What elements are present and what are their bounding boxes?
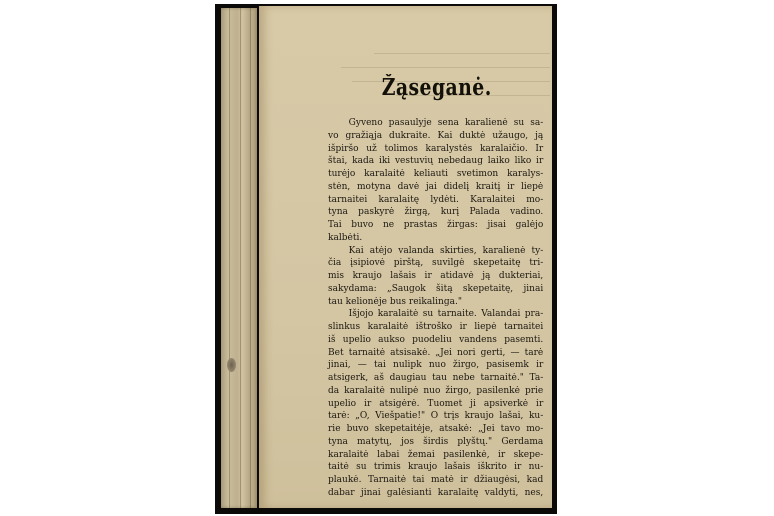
page-edge-line bbox=[240, 8, 241, 508]
page-edge-line bbox=[229, 8, 230, 508]
story-text bbox=[328, 117, 543, 500]
text-line: vo gražiąja dukraite. Kai duktė užaugo, ją bbox=[328, 129, 544, 141]
text-line: čia įsipiovė pirštą, suvilgė skepetaitę tri- bbox=[328, 257, 544, 269]
text-line: Bet tarnaitė atsisakė. „Jei nori gerti, — tarė bbox=[328, 346, 544, 358]
text-line: Kai atėjo valanda skirties, karalienė ty- bbox=[348, 244, 544, 256]
text-line: turėjo karalaitė keliauti svetimon karalys- bbox=[328, 168, 544, 179]
text-line: slinkus karalaitė ištroško ir liepė tarnaitei bbox=[328, 321, 544, 332]
text-line: karalaitė labai žemai pasilenkė, ir skepe- bbox=[328, 448, 544, 460]
text-line: iš upelio aukso puodeliu vandens pasemti. bbox=[328, 333, 544, 345]
text-line: upelio ir atsigėrė. Tuomet ji apsiverkė ir bbox=[328, 397, 544, 409]
page-edge-line bbox=[250, 8, 251, 508]
text-line: štai, kada iki vestuvių nebedaug laiko liko ir bbox=[328, 155, 544, 167]
text-line: rie buvo skepetaitėje, atsakė: „Jei tavo mo- bbox=[328, 423, 544, 434]
text-line: atsigerk, aš daugiau tau nebe tarnaitė." Ta- bbox=[328, 372, 544, 383]
text-line: išpiršo už tolimos karalystės karalaičio. Ir bbox=[328, 142, 544, 154]
text-line: da karalaitė nulipė nuo žirgo, pasilenkė prie bbox=[328, 384, 544, 396]
text-line: stėn, motyna davė jai didelį kraitį ir liepė bbox=[328, 180, 544, 192]
text-line: Tai buvo ne prastas žirgas: jisai galėjo bbox=[328, 219, 544, 230]
text-line: tyna paskyrė žirgą, kurį Palada vadino. bbox=[328, 206, 544, 218]
text-line: dabar jinai galėsianti karalaitę valdyti, nes, bbox=[328, 486, 544, 498]
text-line: tyna matytų, jos širdis plyštų." Gerdama bbox=[328, 435, 544, 447]
binding-hole bbox=[227, 358, 236, 372]
text-line: kalbėti. bbox=[328, 231, 363, 243]
text-line: plaukė. Tarnaitė tai matė ir džiaugėsi, kad bbox=[328, 474, 544, 485]
text-line: Gyveno pasaulyje sena karalienė su sa- bbox=[348, 117, 544, 128]
book-page-edges bbox=[221, 8, 257, 508]
text-line: taitė su trimis kraujo lašais iškrito ir nu- bbox=[328, 461, 544, 473]
text-line: tau kelionėje bus reikalinga." bbox=[328, 295, 463, 307]
text-line: Išjojo karalaitė su tarnaite. Valandai pra- bbox=[348, 308, 544, 320]
page-title: Žąseganė. bbox=[381, 74, 492, 101]
text-line: mis kraujo lašais ir atidavė ją dukteriai, bbox=[328, 270, 544, 281]
text-line: sakydama: „Saugok šitą skepetaitę, jinai bbox=[328, 282, 544, 294]
text-line: tarė: „O, Viešpatie!" O trįs kraujo lašai, ku- bbox=[328, 410, 544, 422]
text-line: tarnaitei karalaitę lydėti. Karalaitei mo- bbox=[328, 193, 544, 205]
text-line: jinai, — tai nulipk nuo žirgo, pasisemk ir bbox=[328, 359, 544, 371]
